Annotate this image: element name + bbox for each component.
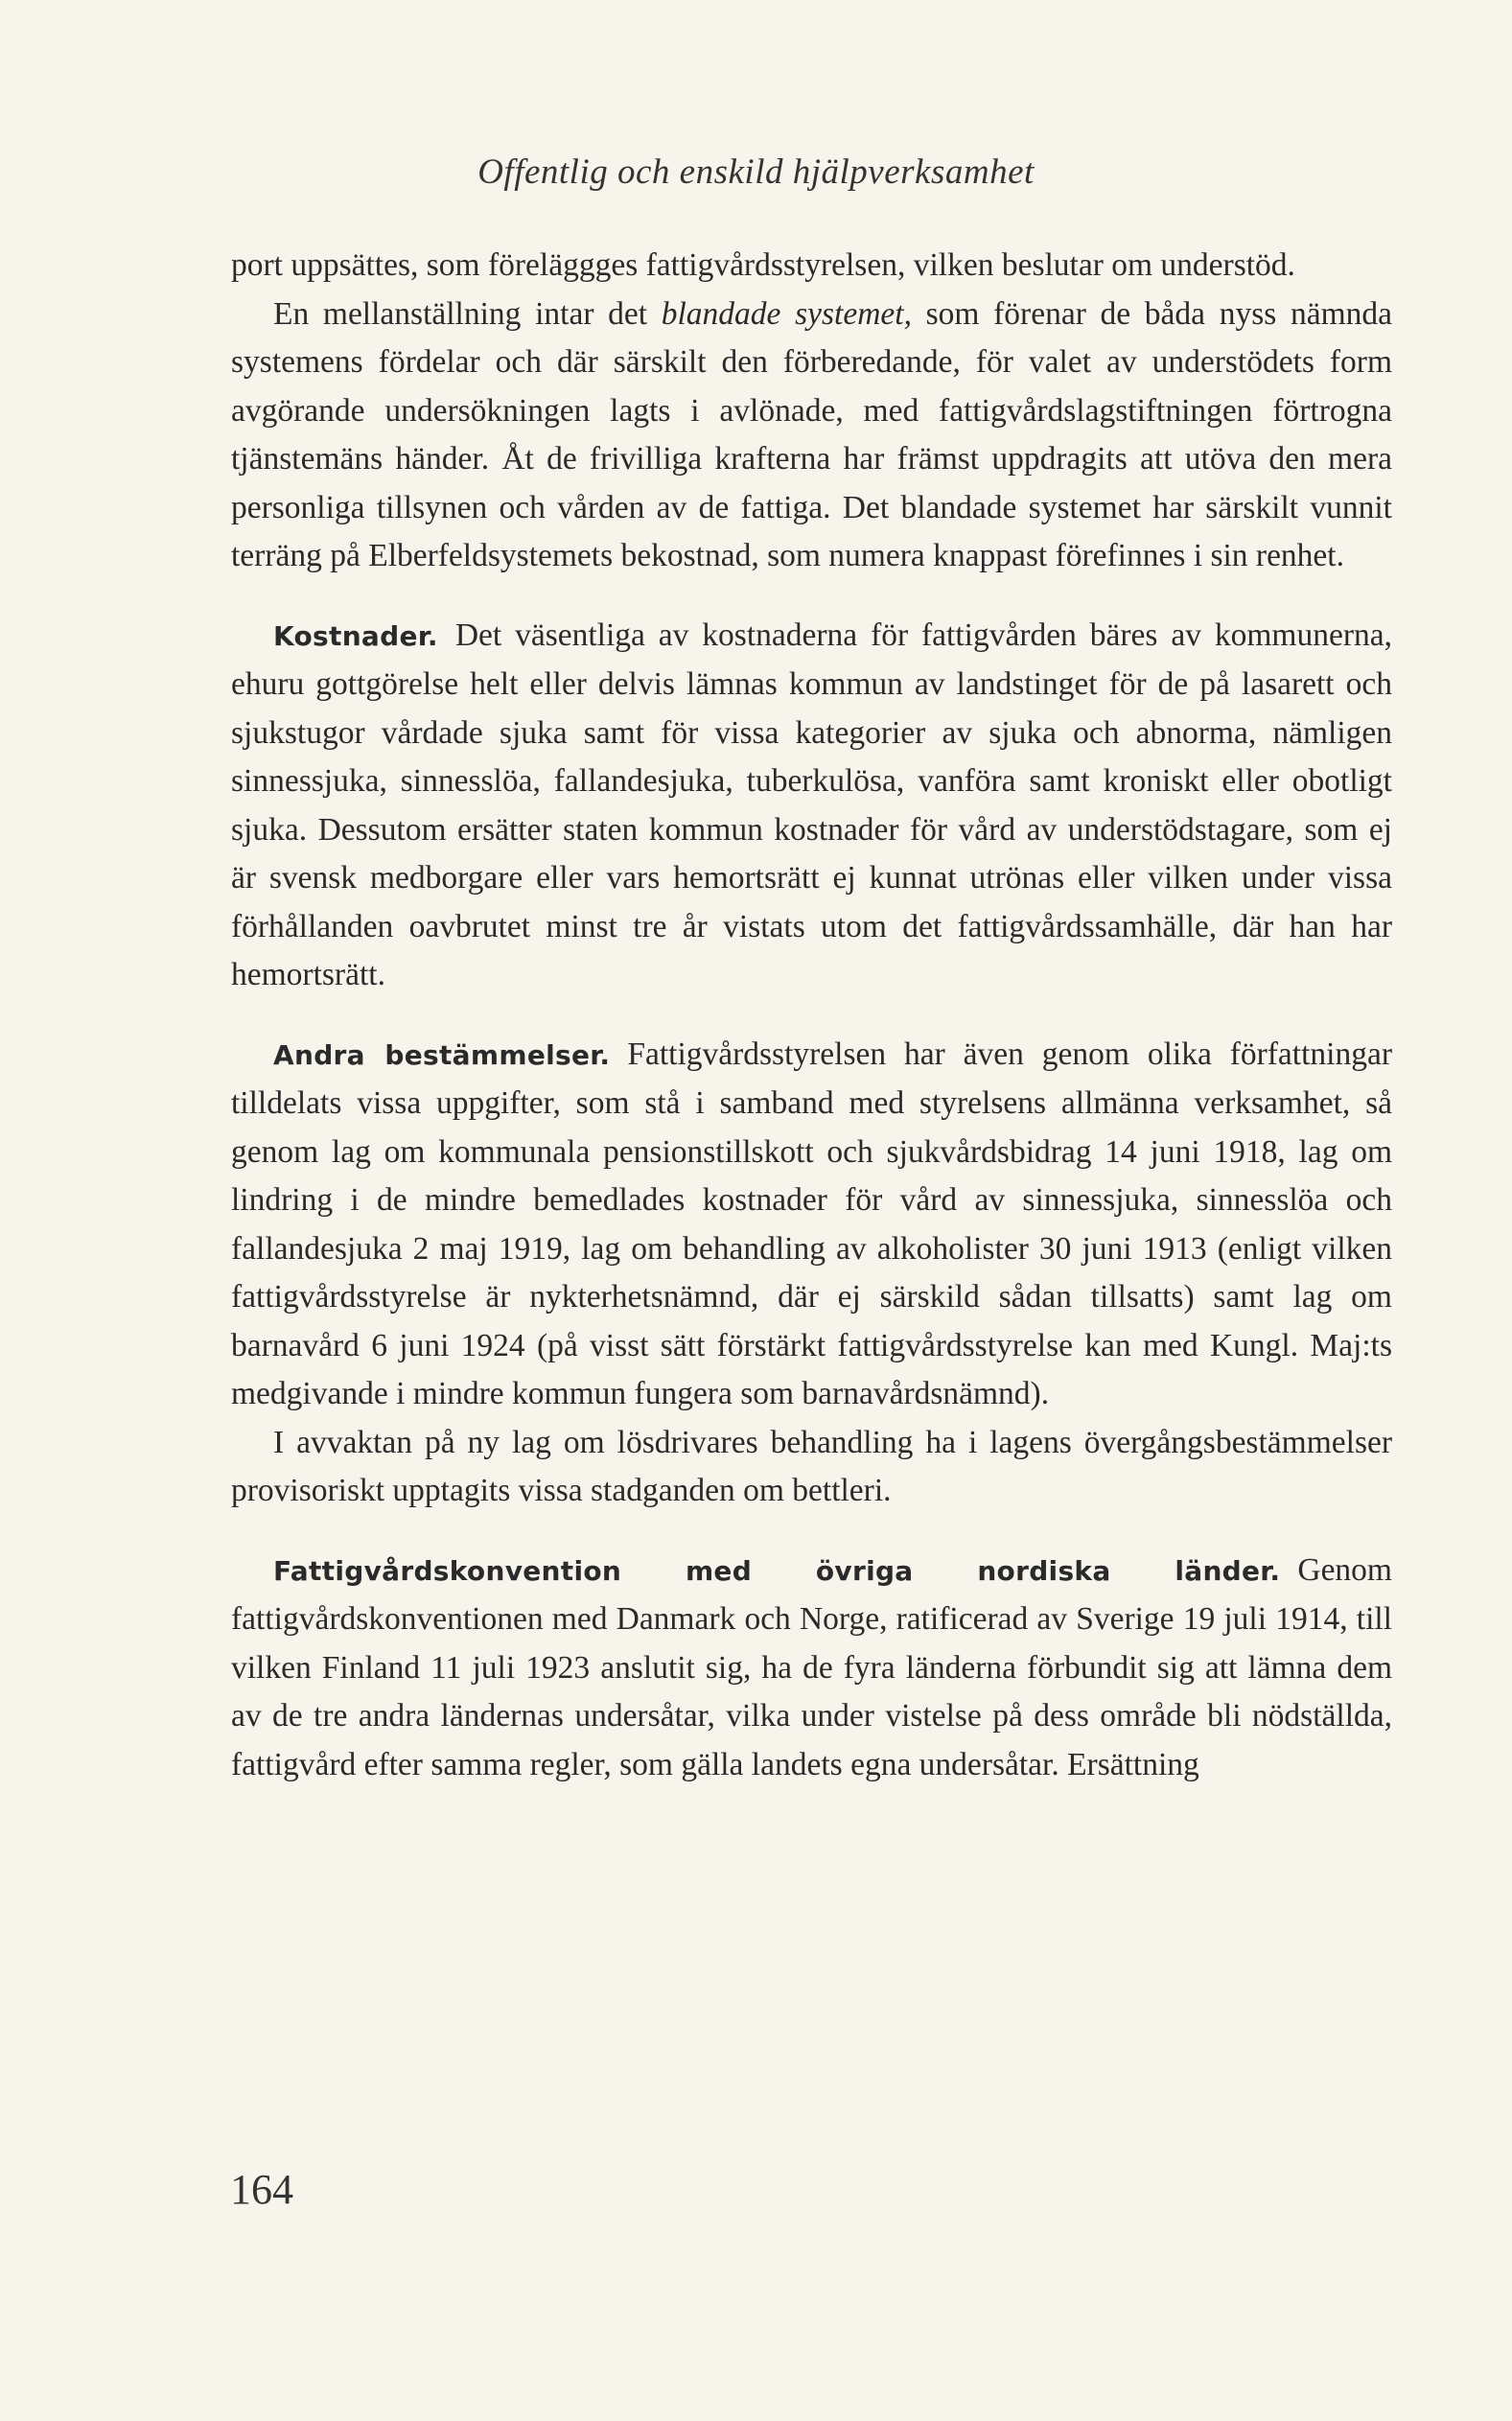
paragraph-text: En mellanställning intar det <box>273 295 662 332</box>
section-text: Fattigvårdsstyrelsen har även genom olika författningar tilldelats vissa uppgifter, som stå i samband med styrelsens allmänna verksamhet, så genom lag om kommunala pensionstillskott och sjukvårdsbidrag 14 juni 1918, lag om lindring i de mindre bemedlades kostnader för vård av sinnessjuka, sinnesslöa och fallandesjuka 2 maj 1919, lag om behandling av alkoholister 30 juni 1913 (enligt vilken fattigvårdsstyrelse är nykterhetsnämnd, där ej särskild sådan tillsatts) samt lag om barnavård 6 juni 1924 (på visst sätt förstärkt fattigvårdsstyrelse kan med Kungl. Maj:ts medgivande i mindre kommun fungera som barnavårdsnämnd). <box>231 1036 1392 1411</box>
paragraph-losdrivare: I avvaktan på ny lag om lösdrivares behandling ha i lagens övergångsbestämmelser provisoriskt upptagits vissa stadganden om bettleri. <box>231 1424 1392 1508</box>
section-text: Det väsentliga av kostnaderna för fattigvården bäres av kommunerna, ehuru gottgörelse helt eller delvis lämnas kommun av landstinget för de på lasarett och sjukstugor vårdade sjuka samt för vissa kategorier av sjuka och abnorma, nämligen sinnessjuka, sinnesslöa, fallandesjuka, tuberkulösa, vanföra samt kroniskt eller obotligt sjuka. Dessutom ersätter staten kommun kostnader för vård av understödstagare, som ej är svensk medborgare eller vars hemortsrätt ej kunnat utrönas eller vilken under vissa förhållanden oavbrutet minst tre år vistats utom det fattigvårdssamhälle, där han har hemortsrätt. <box>231 617 1392 992</box>
section-text: Genom fattigvårdskonventionen med Danmark och Norge, ratificerad av Sverige 19 juli 1914, till vilken Finland 11 juli 1923 anslutit sig, ha de fyra länderna förbundit sig att lämna dem av de tre andra ländernas undersåtar, vilka under vistelse på dess område bli nödställda, fattigvård efter samma regler, som gälla landets egna undersåtar. Ersättning <box>231 1551 1392 1782</box>
paragraph-continuation: port uppsättes, som föreläggges fattigvårdsstyrelsen, vilken beslutar om understöd. <box>231 247 1295 283</box>
paragraph-blandade-systemet <box>231 291 1392 581</box>
page-number: 164 <box>230 2166 293 2213</box>
body-text <box>231 242 1392 1789</box>
section-heading: Fattigvårdskonvention med övriga nordiska länder. <box>273 1554 1281 1587</box>
section-heading: Kostnader. <box>273 619 438 652</box>
paragraph-text: som förenar de båda nyss nämnda systemens fördelar och där särskilt den förberedande, för valet av understödets form avgörande undersökningen lagts i avlönade, med fattigvårdslagstiftningen förtrogna tjänstemäns händer. Åt de frivilliga krafterna har främst uppdragits att utöva den mera personliga tillsynen och vården av de fattiga. Det blandade systemet har särskilt vunnit terräng på Elberfeldsystemets bekostnad, som numera knappast förefinnes i sin renhet. <box>231 295 1392 573</box>
emphasis-term: blandade systemet, <box>661 295 912 332</box>
section-fattigvardskonvention <box>231 1547 1392 1790</box>
section-heading: Andra bestämmelser. <box>273 1038 611 1071</box>
running-header: Offentlig och enskild hjälpverksamhet <box>477 152 1035 192</box>
section-kostnader <box>231 612 1392 1000</box>
section-andra-bestammelser <box>231 1031 1392 1419</box>
